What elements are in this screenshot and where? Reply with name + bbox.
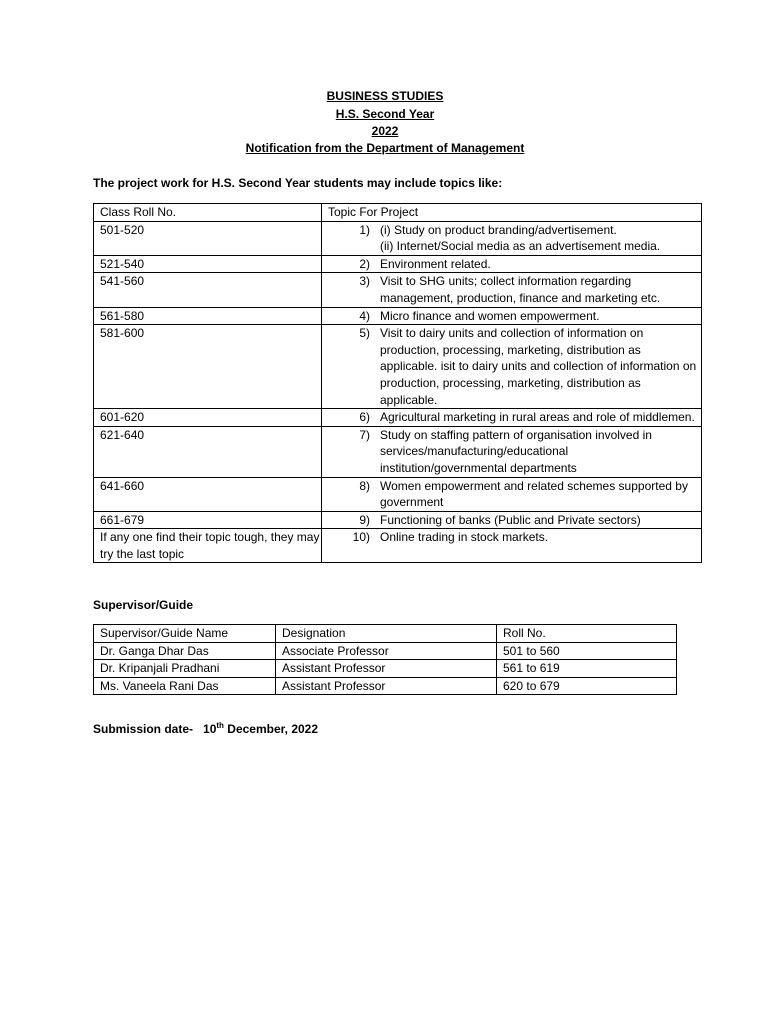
- topic-cell: [322, 477, 702, 511]
- topic-number: 2): [359, 256, 370, 271]
- table-row: [94, 409, 702, 427]
- roll-range-cell: 541-560: [94, 273, 322, 307]
- topic-cell: [322, 273, 702, 307]
- table-row: [94, 221, 702, 255]
- topic-number: 8): [359, 478, 370, 493]
- header-supervisor-name: Supervisor/Guide Name: [94, 625, 276, 643]
- topic-cell: [322, 255, 702, 273]
- supervisor-header-row: [94, 625, 677, 643]
- header-roll-no: Roll No.: [497, 625, 677, 643]
- submission-suffix: th: [216, 721, 224, 730]
- topic-number: 9): [359, 512, 370, 527]
- doc-year: 2022: [371, 124, 399, 138]
- supervisor-name-cell: Dr. Ganga Dhar Das: [94, 642, 276, 660]
- topic-text: Environment related.: [380, 256, 491, 271]
- table-row: [94, 511, 702, 529]
- doc-subtitle: H.S. Second Year: [335, 107, 435, 121]
- topic-text: Visit to dairy units and collection of information on production, processing, marketing, distribution as applicable. isit to dairy units and collection of information on production, processing, marketing, distribution as applicable.: [380, 326, 697, 407]
- header-designation: Designation: [276, 625, 497, 643]
- table-row: [94, 426, 702, 477]
- table-row: [94, 477, 702, 511]
- roll-range-cell: 581-600: [94, 325, 322, 409]
- designation-cell: Associate Professor: [276, 642, 497, 660]
- roll-no-cell: 501 to 560: [497, 642, 677, 660]
- roll-range-cell: 621-640: [94, 426, 322, 477]
- topic-cell: [322, 409, 702, 427]
- submission-rest: December, 2022: [223, 722, 319, 736]
- topics-header-row: [94, 204, 702, 222]
- supervisor-label: Supervisor/Guide: [93, 598, 194, 612]
- table-row: [94, 325, 702, 409]
- topic-text: (i) Study on product branding/advertisement. (ii) Internet/Social media as an advertisement media.: [380, 222, 661, 254]
- roll-range-cell: 641-660: [94, 477, 322, 511]
- table-row: [94, 529, 702, 563]
- submission-date: [93, 721, 318, 736]
- topic-number: 10): [352, 530, 370, 545]
- header-topic: Topic For Project: [322, 204, 702, 222]
- topic-cell: [322, 529, 702, 563]
- topic-text: Online trading in stock markets.: [380, 530, 549, 545]
- table-row: [94, 307, 702, 325]
- topic-text: Study on staffing pattern of organisation involved in services/manufacturing/educational institution/governmental departments: [380, 427, 652, 475]
- table-row: [94, 642, 677, 660]
- topic-cell: [322, 221, 702, 255]
- roll-range-cell: 661-679: [94, 511, 322, 529]
- topic-number: 3): [359, 274, 370, 289]
- table-row: [94, 255, 702, 273]
- designation-cell: Assistant Professor: [276, 660, 497, 678]
- header-class-roll: Class Roll No.: [94, 204, 322, 222]
- topic-number: 6): [359, 410, 370, 425]
- table-row: [94, 273, 702, 307]
- roll-range-cell: 561-580: [94, 307, 322, 325]
- doc-title: BUSINESS STUDIES: [326, 89, 444, 103]
- topic-cell: [322, 511, 702, 529]
- table-row: [94, 660, 677, 678]
- topic-number: 1): [359, 222, 370, 237]
- supervisor-table: [93, 624, 677, 695]
- topic-text: Visit to SHG units; collect information regarding management, production, finance and marketing etc.: [380, 274, 661, 305]
- topic-text: Micro finance and women empowerment.: [380, 308, 600, 323]
- topic-text: Functioning of banks (Public and Private sectors): [380, 512, 641, 527]
- roll-no-cell: 620 to 679: [497, 677, 677, 695]
- roll-range-cell: If any one find their topic tough, they may try the last topic: [94, 529, 322, 563]
- topic-cell: [322, 426, 702, 477]
- roll-no-cell: 561 to 619: [497, 660, 677, 678]
- roll-range-cell: 521-540: [94, 255, 322, 273]
- topic-cell: [322, 307, 702, 325]
- supervisor-name-cell: Ms. Vaneela Rani Das: [94, 677, 276, 695]
- topic-number: 4): [359, 308, 370, 323]
- supervisor-name-cell: Dr. Kripanjali Pradhani: [94, 660, 276, 678]
- submission-day: 10: [203, 722, 217, 736]
- doc-notification-title: Notification from the Department of Management: [245, 141, 525, 155]
- table-row: [94, 677, 677, 695]
- roll-range-cell: 501-520: [94, 221, 322, 255]
- designation-cell: Assistant Professor: [276, 677, 497, 695]
- roll-range-cell: 601-620: [94, 409, 322, 427]
- topic-number: 7): [359, 427, 370, 442]
- topics-table: [93, 203, 702, 563]
- topic-cell: [322, 325, 702, 409]
- topic-text: Women empowerment and related schemes supported by government: [380, 478, 688, 510]
- topic-number: 5): [359, 326, 370, 341]
- submission-label: Submission date-: [93, 722, 194, 736]
- intro-text: The project work for H.S. Second Year students may include topics like:: [93, 176, 503, 190]
- topic-text: Agricultural marketing in rural areas and role of middlemen.: [380, 410, 695, 425]
